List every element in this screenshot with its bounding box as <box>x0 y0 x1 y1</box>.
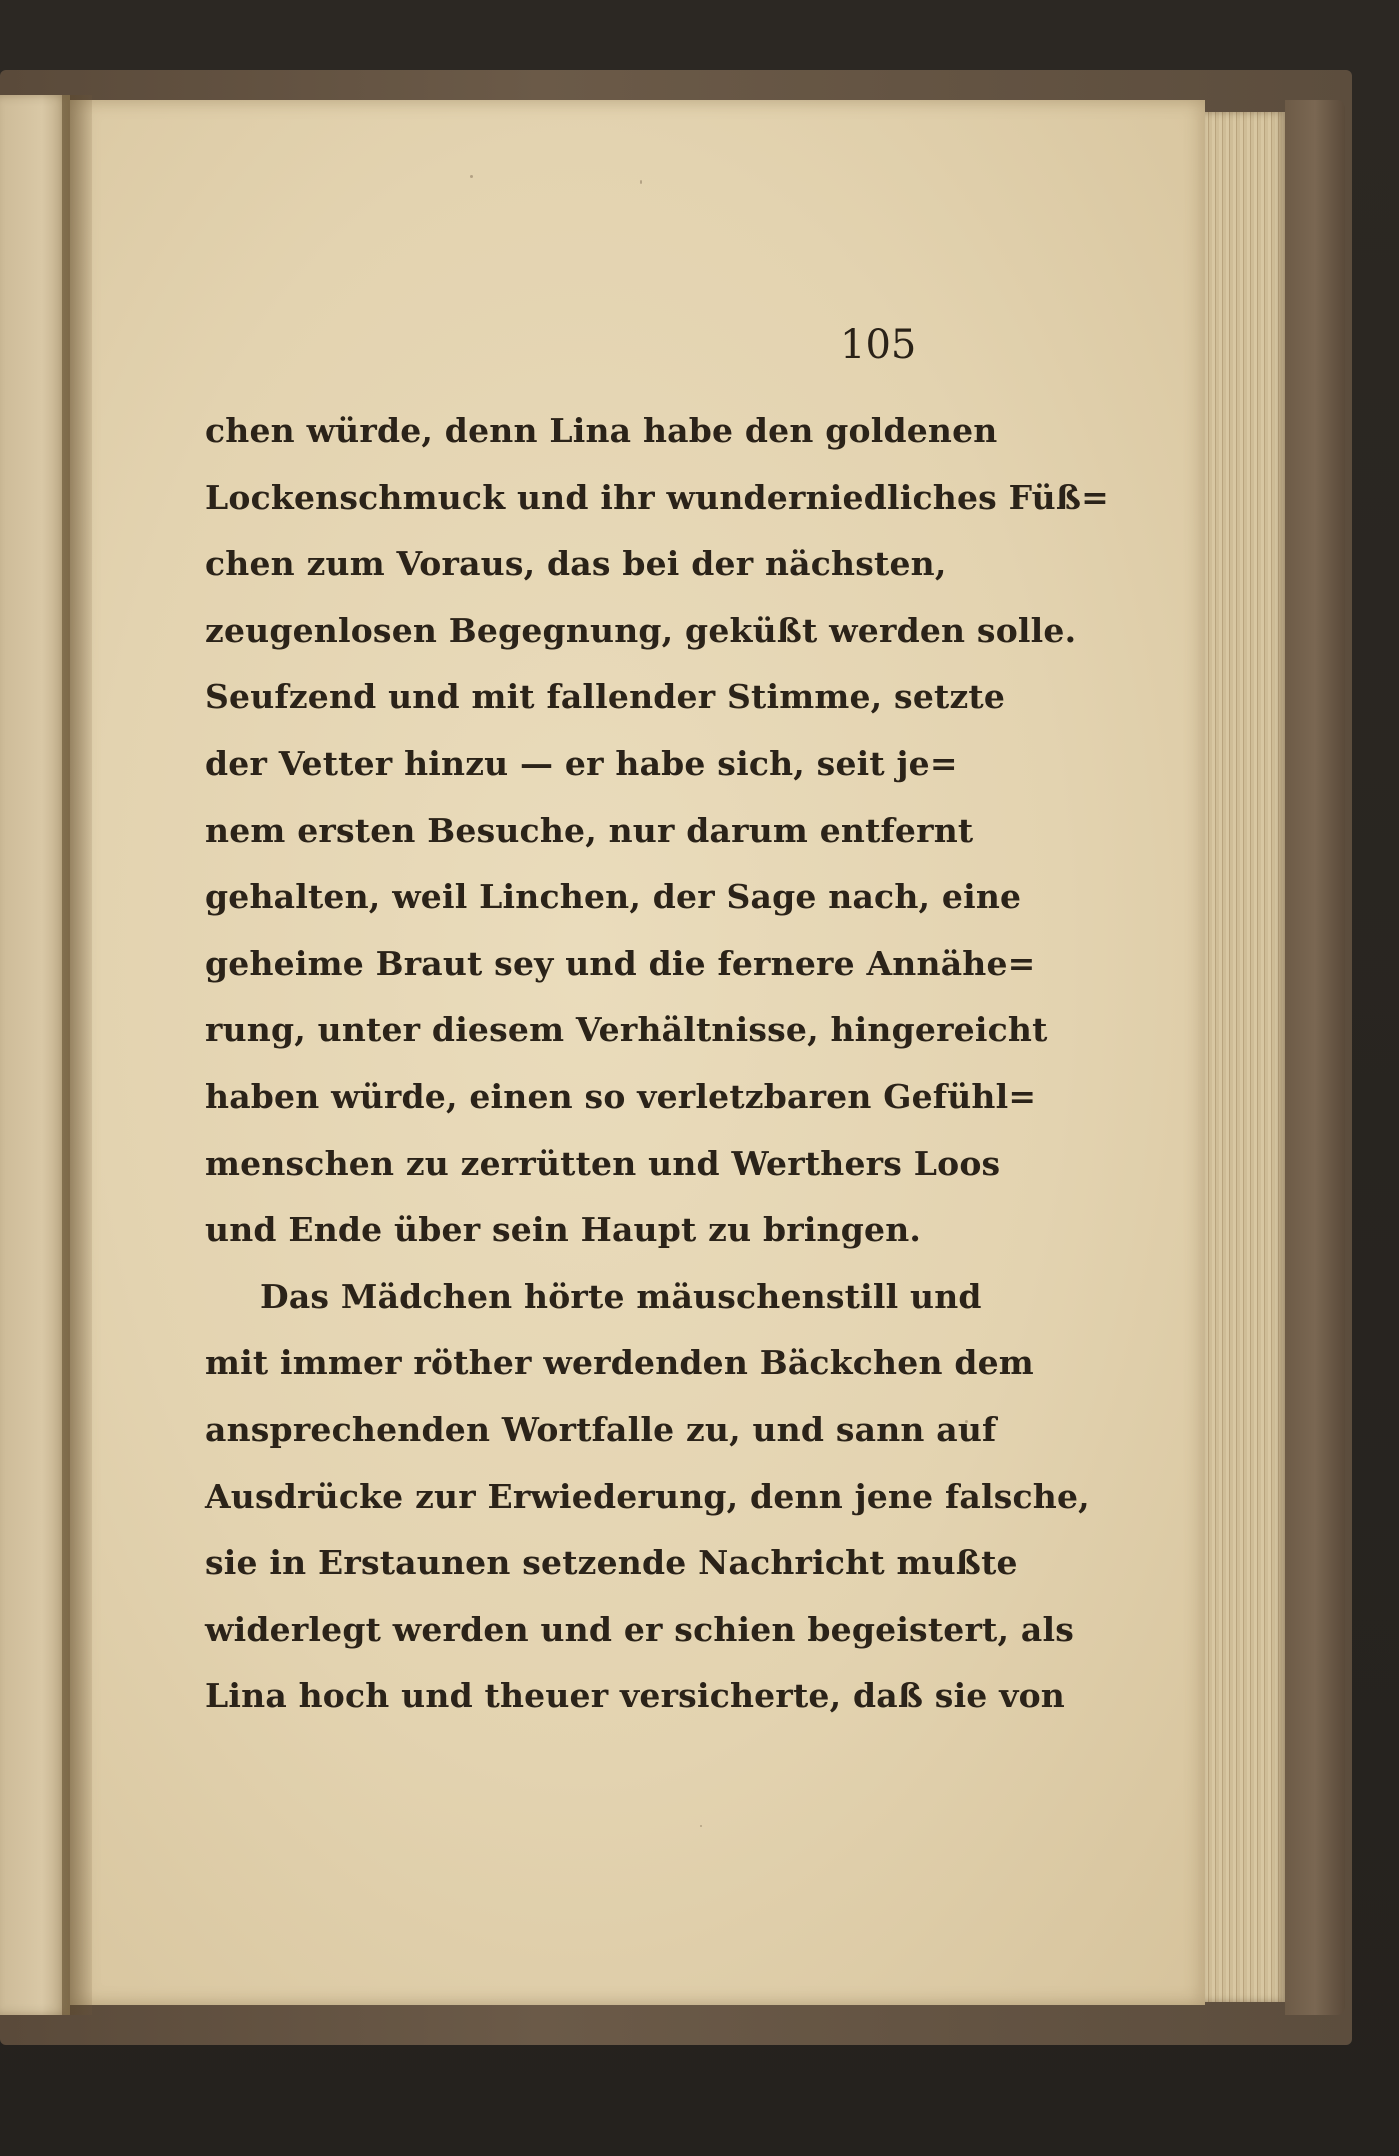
text-line: Das Mädchen hörte mäuschenstill und <box>260 1276 982 1316</box>
text-line: der Vetter hinzu — er habe sich, seit je= <box>205 743 958 783</box>
text-line: widerlegt werden und er schien begeistert, als <box>205 1609 1074 1649</box>
text-line: Ausdrücke zur Erwiederung, denn jene falsche, <box>205 1476 1090 1516</box>
page-edges <box>1205 112 1285 2002</box>
text-line: und Ende über sein Haupt zu bringen. <box>205 1210 922 1250</box>
body-text <box>205 398 1109 1730</box>
gutter-shadow <box>62 95 92 2015</box>
text-line: Lockenschmuck und ihr wunderniedliches Füß= <box>205 477 1109 517</box>
paper-speck <box>640 180 642 184</box>
left-facing-page <box>0 95 70 2015</box>
text-line: mit immer röther werdenden Bäckchen dem <box>205 1343 1034 1383</box>
text-line: haben würde, einen so verletzbaren Gefühl= <box>205 1076 1037 1116</box>
text-line: nem ersten Besuche, nur darum entfernt <box>205 810 974 850</box>
page-number: 105 <box>840 322 917 368</box>
cover-edge <box>1285 100 1345 2015</box>
text-line: rung, unter diesem Verhältnisse, hingereicht <box>205 1010 1048 1050</box>
paper-speck <box>700 1825 702 1827</box>
text-line: Seufzend und mit fallender Stimme, setzte <box>205 677 1006 717</box>
text-line: Lina hoch und theuer versicherte, daß sie von <box>205 1676 1065 1716</box>
text-line: sie in Erstaunen setzende Nachricht mußte <box>205 1543 1018 1583</box>
text-line: zeugenlosen Begegnung, geküßt werden solle. <box>205 610 1077 650</box>
paper-speck <box>470 175 473 178</box>
text-line: menschen zu zerrütten und Werthers Loos <box>205 1143 1001 1183</box>
text-line: chen würde, denn Lina habe den goldenen <box>205 411 998 450</box>
text-line: geheime Braut sey und die fernere Annähe= <box>205 943 1036 983</box>
text-line: chen zum Voraus, das bei der nächsten, <box>205 544 947 584</box>
text-line: ansprechenden Wortfalle zu, und sann auf <box>205 1409 997 1449</box>
text-line: gehalten, weil Linchen, der Sage nach, eine <box>205 877 1022 917</box>
